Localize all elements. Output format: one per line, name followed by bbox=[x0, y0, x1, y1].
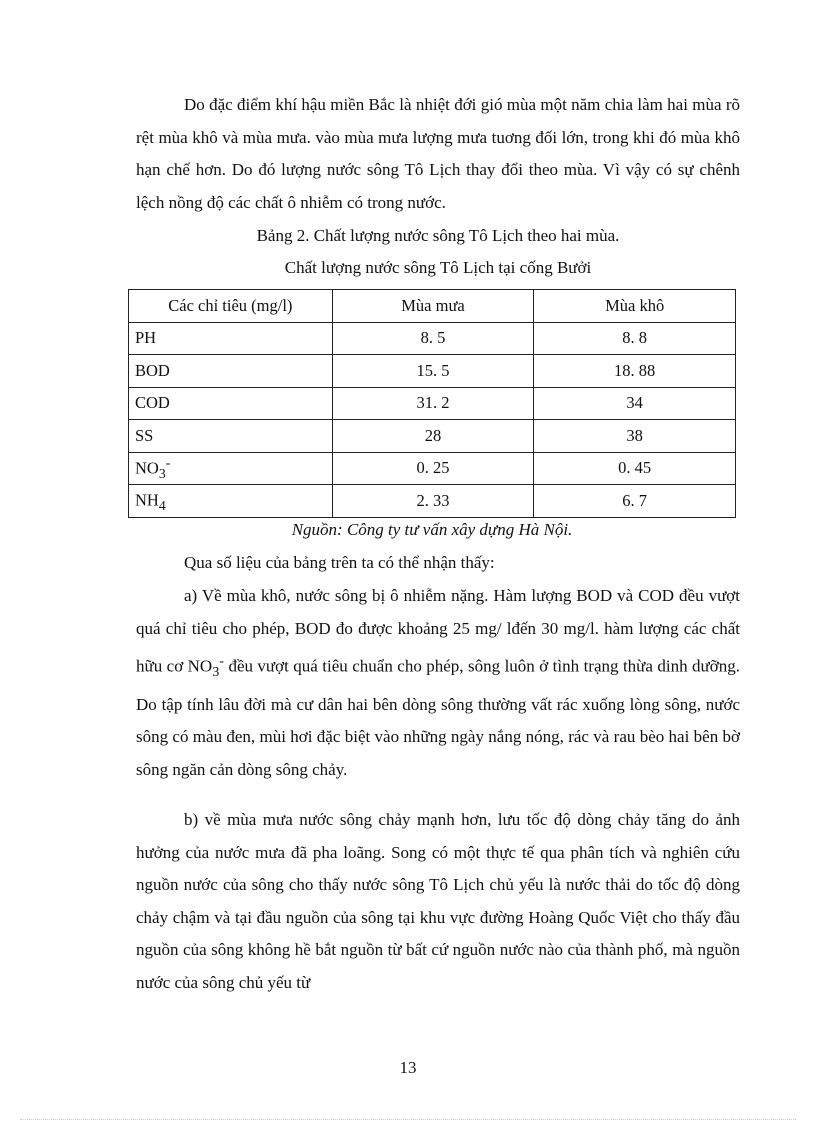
table-header-row bbox=[129, 290, 736, 323]
rainy-value: 28 bbox=[332, 420, 534, 453]
rainy-value: 2. 33 bbox=[332, 485, 534, 518]
rainy-value: 0. 25 bbox=[332, 452, 534, 485]
dry-value: 6. 7 bbox=[534, 485, 736, 518]
water-quality-table bbox=[128, 289, 736, 518]
rainy-value: 8. 5 bbox=[332, 322, 534, 355]
table-row bbox=[129, 452, 736, 485]
dry-value: 8. 8 bbox=[534, 322, 736, 355]
page-footer-divider bbox=[20, 1119, 796, 1120]
dry-value: 18. 88 bbox=[534, 355, 736, 388]
paragraph-climate bbox=[136, 89, 740, 219]
table-caption: Bảng 2. Chất lượng nước sông Tô Lịch theo hai mùa. bbox=[256, 226, 620, 245]
row-label: $NO_3^-$ bbox=[129, 452, 333, 485]
paragraph-rainy-season: b) về mùa mưa nước sông chảy mạnh hơn, lưu tốc độ dòng chảy tăng do ảnh hưởng của nước mưa đã pha loãng. Song có một thực tế qua phân tích và nghiên cứu nguồn nước của sông cho thấy nước sông Tô Lịch chủ yếu là nước thải do tốc độ dòng chảy chậm và tại đầu nguồn của sông tại khu vực đường Hoàng Quốc Việt cho thấy đầu nguồn của sông không hề bắt nguồn từ bất cứ nguồn nước nào của thành phố, mà nguồn nước của sông chủ yếu từ bbox=[136, 810, 740, 992]
dry-value: 34 bbox=[534, 387, 736, 420]
paragraph-observation: Qua số liệu của bảng trên ta có thể nhận thấy: bbox=[184, 553, 495, 572]
table-row bbox=[129, 485, 736, 518]
row-label: SS bbox=[129, 420, 333, 453]
row-label: PH bbox=[129, 322, 333, 355]
rainy-value: 15. 5 bbox=[332, 355, 534, 388]
header-dry-season: Mùa khô bbox=[534, 290, 736, 323]
dry-value: 38 bbox=[534, 420, 736, 453]
dry-value: 0. 45 bbox=[534, 452, 736, 485]
paragraph-climate-text: Do đặc điểm khí hậu miền Bắc là nhiệt đới gió mùa một năm chia làm hai mùa rõ rệt mùa khô và mùa mưa. vào mùa mưa lượng mưa tuơng đối lớn, trong khi đó mùa khô hạn chế hơn. Do đó lượng nước sông Tô Lịch thay đổi theo mùa. Vì vậy có sự chênh lệch nồng độ các chất ô nhiễm có trong nước. bbox=[136, 95, 740, 212]
row-label: COD bbox=[129, 387, 333, 420]
table-source: Nguồn: Công ty tư vấn xây dựng Hà Nội. bbox=[291, 520, 573, 539]
row-label: $NH_4$ bbox=[129, 485, 333, 518]
table-row bbox=[129, 355, 736, 388]
page-number: 13 bbox=[399, 1058, 417, 1077]
row-label: BOD bbox=[129, 355, 333, 388]
table-row bbox=[129, 322, 736, 355]
table-row bbox=[129, 420, 736, 453]
header-rainy-season: Mùa mưa bbox=[332, 290, 534, 323]
rainy-value: 31. 2 bbox=[332, 387, 534, 420]
table-row bbox=[129, 387, 736, 420]
header-indicator: Các chỉ tiêu (mg/l) bbox=[129, 290, 333, 323]
table-subcaption: Chất lượng nước sông Tô Lịch tại cống Bưởi bbox=[284, 258, 592, 277]
paragraph-dry-season: a) Về mùa khô, nước sông bị ô nhiễm nặng. Hàm lượng BOD và COD đều vượt quá chỉ tiêu cho phép, BOD đo được khoảng 25 mg/ lđến 30 mg/l. hàm lượng các chất hữu cơ $NO_3^-$ đều vượt quá tiêu chuẩn cho phép, sông luôn ở tình trạng thừa dinh dưỡng. Do tập tính lâu đời mà cư dân hai bên dòng sông thường vất rác xuống lòng sông, nước sông có màu đen, mùi hơi đặc biệt vào những ngày nắng nóng, rác và rau bèo hai bên bờ sông ngăn cản dòng sông chảy. bbox=[136, 586, 740, 779]
